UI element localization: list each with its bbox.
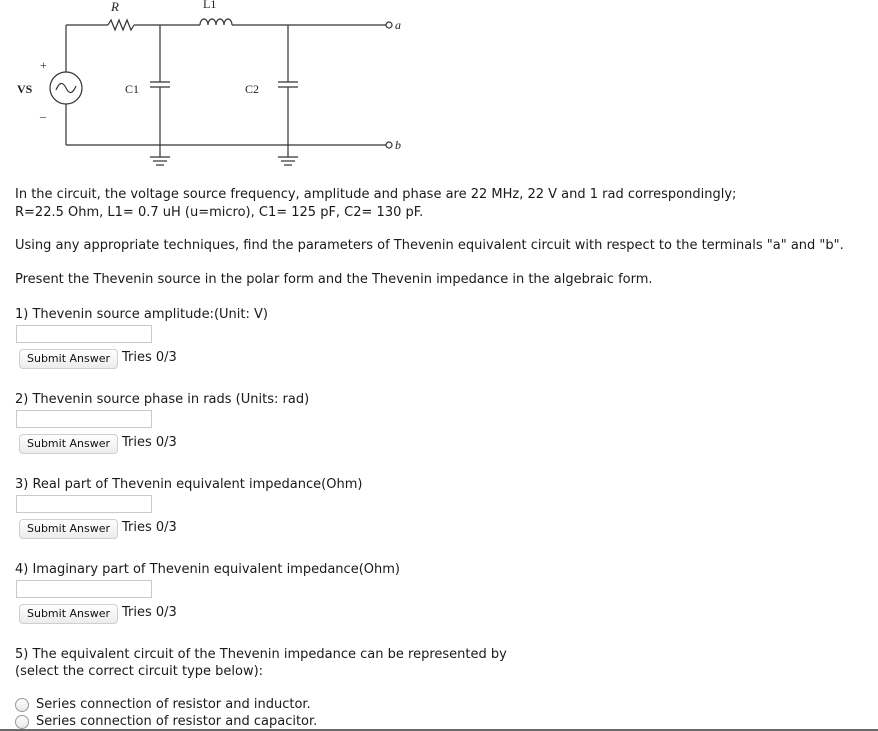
label-c1: C1 [125,82,140,96]
option-series-rl-label: Series connection of resistor and inductor. [36,697,311,712]
option-series-rc[interactable] [15,714,317,729]
question-5-line-2: (select the correct circuit type below): [15,664,264,679]
terminal-b [386,142,392,148]
question-5-line-1: 5) The equivalent circuit of the Thevenin impedance can be represented by [15,647,507,662]
option-series-rc-label: Series connection of resistor and capacitor. [36,714,318,729]
question-1-input[interactable] [16,325,152,343]
question-3-input[interactable] [16,495,152,513]
resistor-r [108,20,134,30]
problem-present: Present the Thevenin source in the polar form and the Thevenin impedance in the algebraic form. [15,272,653,287]
label-b: b [395,138,401,152]
label-c2: C2 [245,82,260,96]
question-4-submit-button[interactable]: Submit Answer [19,604,118,624]
question-3-tries: Tries 0/3 [122,520,177,535]
label-plus: + [40,58,47,72]
question-2-tries: Tries 0/3 [122,435,177,450]
problem-instruction: Using any appropriate techniques, find the parameters of Thevenin equivalent circuit with respect to the terminals "a" and "b". [15,238,844,253]
inductor-l1 [200,19,232,25]
circuit-diagram [0,0,420,180]
label-vs: VS [17,82,33,96]
question-3-submit-button[interactable]: Submit Answer [19,519,118,539]
question-2-submit-button[interactable]: Submit Answer [19,434,118,454]
option-series-rl[interactable] [15,697,311,712]
terminal-a [386,22,392,28]
radio-button-icon[interactable] [15,715,29,729]
label-minus: – [40,109,46,123]
label-a: a [395,18,401,32]
question-3-label: 3) Real part of Thevenin equivalent impedance(Ohm) [15,477,363,492]
label-l1: L1 [203,0,217,11]
question-1-label: 1) Thevenin source amplitude:(Unit: V) [15,307,268,322]
question-2-input[interactable] [16,410,152,428]
question-2-label: 2) Thevenin source phase in rads (Units: rad) [15,392,310,407]
problem-line-1: In the circuit, the voltage source frequency, amplitude and phase are 22 MHz, 22 V and 1 rad correspondingly; [15,187,737,202]
question-4-tries: Tries 0/3 [122,605,177,620]
question-4-label: 4) Imaginary part of Thevenin equivalent impedance(Ohm) [15,562,400,577]
problem-line-2: R=22.5 Ohm, L1= 0.7 uH (u=micro), C1= 125 pF, C2= 130 pF. [15,205,424,220]
label-r: R [111,0,119,14]
question-1-tries: Tries 0/3 [122,350,177,365]
radio-button-icon[interactable] [15,698,29,712]
question-1-submit-button[interactable]: Submit Answer [19,349,118,369]
question-4-input[interactable] [16,580,152,598]
